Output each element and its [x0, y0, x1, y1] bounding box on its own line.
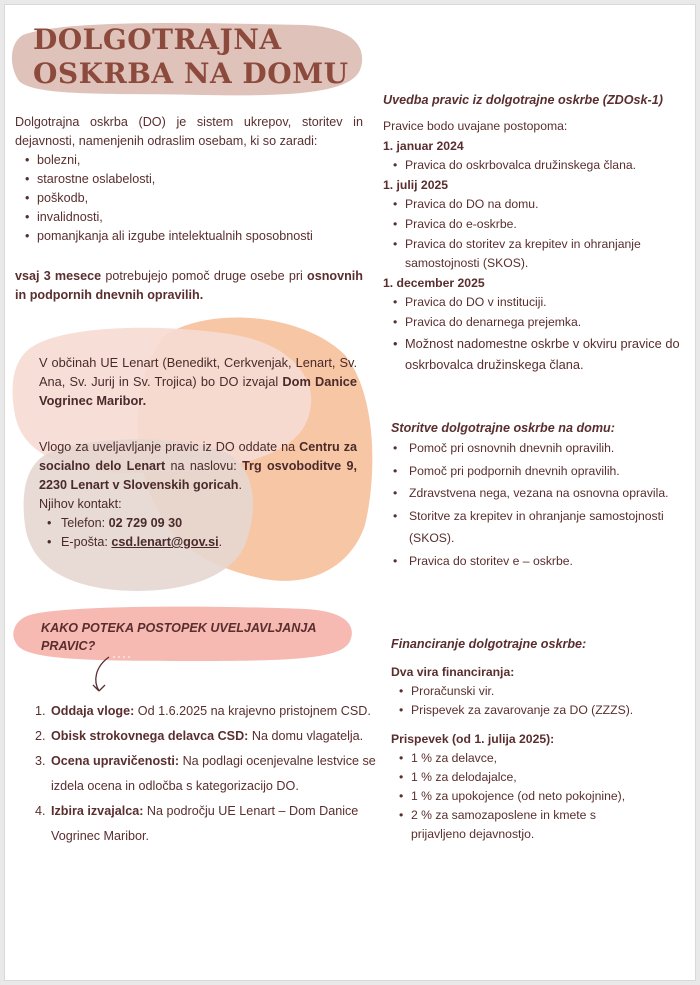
- rights-list-3: [393, 293, 683, 374]
- list-item: • Proračunski vir.: [399, 682, 691, 701]
- rights-list-1: [393, 156, 683, 176]
- step-number: 2.: [35, 729, 46, 743]
- finance-heading: Financiranje dolgotrajne oskrbe:: [391, 637, 587, 651]
- rights-date-2: 1. julij 2025: [383, 177, 449, 192]
- list-item: • Pravica do denarnega prejemka.: [393, 313, 683, 333]
- list-item: • Pravica do oskrbovalca družinskega člana.: [393, 156, 683, 176]
- sources-title: Dva vira financiranja:: [391, 665, 515, 679]
- process-step: [35, 699, 380, 724]
- list-item: • Možnost nadomestne oskrbe v okviru pravice do oskrbovalca družinskega člana.: [393, 333, 683, 375]
- list-item: • 1 % za delavce,: [399, 749, 691, 768]
- intro-section: [15, 113, 363, 246]
- phone-number: 02 729 09 30: [108, 516, 183, 530]
- list-item: • pomanjkanja ali izgube intelektualnih sposobnosti: [25, 227, 363, 246]
- title-block: [15, 25, 365, 97]
- list-item: • Pomoč pri podpornih dnevnih opravilih.: [393, 460, 691, 483]
- list-item: • Pravica do DO v instituciji.: [393, 293, 683, 313]
- rights-date-1: 1. januar 2024: [383, 138, 464, 153]
- provider-name: Dom Danice Vogrinec Maribor.: [39, 374, 357, 408]
- step-text: Od 1.6.2025 na krajevno pristojnem CSD.: [134, 704, 371, 718]
- step-text: Na domu vlagatelja.: [248, 729, 364, 743]
- application-text: [39, 438, 357, 495]
- list-item: • Pravica do storitev e – oskrbe.: [393, 550, 691, 573]
- csd-name: Centru za socialno delo Lenart: [39, 440, 357, 473]
- contact-label: Njihov kontakt:: [39, 497, 122, 511]
- services-list: [393, 437, 691, 572]
- email-link[interactable]: csd.lenart@gov.si: [111, 535, 219, 549]
- list-item: • 1 % za delodajalce,: [399, 768, 691, 787]
- email-label: E-pošta:: [61, 535, 112, 549]
- list-item: • 1 % za upokojence (od neto pokojnine),: [399, 787, 691, 806]
- phone-label: Telefon:: [61, 516, 109, 530]
- contact-list: [47, 514, 357, 552]
- process-step: [35, 749, 380, 799]
- process-step: [35, 799, 380, 849]
- list-item: • 2 % za samozaposlene in kmete s prijavljeno dejavnostjo.: [399, 806, 691, 844]
- arrow-icon: [93, 657, 109, 691]
- step-title: Izbira izvajalca:: [51, 804, 144, 818]
- region-paragraph: [39, 353, 357, 410]
- apply-text-1: Vlogo za uveljavljanje pravic iz DO oddate na: [39, 440, 300, 454]
- step-number: 1.: [35, 704, 46, 718]
- services-section: [391, 419, 691, 572]
- contact-phone: [47, 514, 357, 533]
- step-number: 4.: [35, 804, 46, 818]
- need-text: potrebujejo pomoč druge osebe pri: [101, 269, 308, 283]
- sources-list: [399, 682, 691, 720]
- rights-intro: Pravice bodo uvajane postopoma:: [383, 119, 568, 133]
- contrib-list: [399, 749, 691, 844]
- process-steps: [35, 699, 380, 849]
- need-paragraph: [15, 267, 363, 305]
- rights-section: [383, 91, 683, 375]
- application-section: [39, 438, 357, 552]
- causes-list: [25, 151, 363, 246]
- brochure-page: [4, 4, 696, 981]
- need-duration: vsaj 3 mesece: [15, 269, 102, 283]
- list-item: • poškodb,: [25, 189, 363, 208]
- csd-address: Trg osvoboditve 9, 2230 Lenart v Slovenskih goricah: [39, 459, 357, 492]
- list-item: • Zdravstvena nega, vezana na osnovna opravila.: [393, 482, 691, 505]
- step-title: Ocena upravičenosti:: [51, 754, 180, 768]
- apply-text-3: .: [238, 478, 242, 492]
- list-item: • Storitve za krepitev in ohranjanje samostojnosti (SKOS).: [393, 505, 691, 550]
- step-text: Na podlagi ocenjevalne lestvice se izdela ocena in odločba s kategorizacijo DO.: [51, 754, 376, 793]
- services-heading: Storitve dolgotrajne oskrbe na domu:: [391, 421, 615, 435]
- list-item: • Pravica do e-oskrbe.: [393, 215, 683, 235]
- process-step: [35, 724, 380, 749]
- region-text: V občinah UE Lenart (Benedikt, Cerkvenjak, Lenart, Sv. Ana, Sv. Jurij in Sv. Trojica) bo DO izvajal: [39, 355, 357, 389]
- page-title-line-1: DOLGOTRAJNA: [33, 23, 282, 56]
- list-item: • Prispevek za zavarovanje za DO (ZZZS).: [399, 701, 691, 720]
- finance-section: [391, 635, 691, 844]
- list-item: • invalidnosti,: [25, 208, 363, 227]
- need-activities: osnovnih in podpornih dnevnih opravilih.: [15, 269, 364, 302]
- list-item: • Pravica do DO na domu.: [393, 195, 683, 215]
- rights-list-2: [393, 195, 683, 273]
- list-item: • bolezni,: [25, 151, 363, 170]
- apply-text-2: na naslovu:: [165, 459, 243, 473]
- process-heading: KAKO POTEKA POSTOPEK UVELJAVLJANJA PRAVIC?: [41, 621, 317, 653]
- step-title: Obisk strokovnega delavca CSD:: [51, 729, 249, 743]
- contact-email: [47, 533, 357, 552]
- intro-text: Dolgotrajna oskrba (DO) je sistem ukrepov, storitev in dejavnosti, namenjenih odraslim osebam, ki so zaradi:: [15, 115, 363, 148]
- step-number: 3.: [35, 754, 46, 768]
- list-item: • Pravica do storitev za krepitev in ohranjanje samostojnosti (SKOS).: [393, 235, 683, 274]
- rights-heading: Uvedba pravic iz dolgotrajne oskrbe (ZDOsk-1): [383, 93, 663, 107]
- contrib-title: Prispevek (od 1. julija 2025):: [391, 732, 555, 746]
- list-item: • Pomoč pri osnovnih dnevnih opravilih.: [393, 437, 691, 460]
- step-text: Na področju UE Lenart – Dom Danice Vogrinec Maribor.: [51, 804, 359, 843]
- email-after: .: [218, 535, 223, 549]
- step-title: Oddaja vloge:: [51, 704, 135, 718]
- page-title-line-2: OSKRBA NA DOMU: [33, 57, 349, 90]
- rights-date-3: 1. december 2025: [383, 275, 485, 290]
- list-item: • starostne oslabelosti,: [25, 170, 363, 189]
